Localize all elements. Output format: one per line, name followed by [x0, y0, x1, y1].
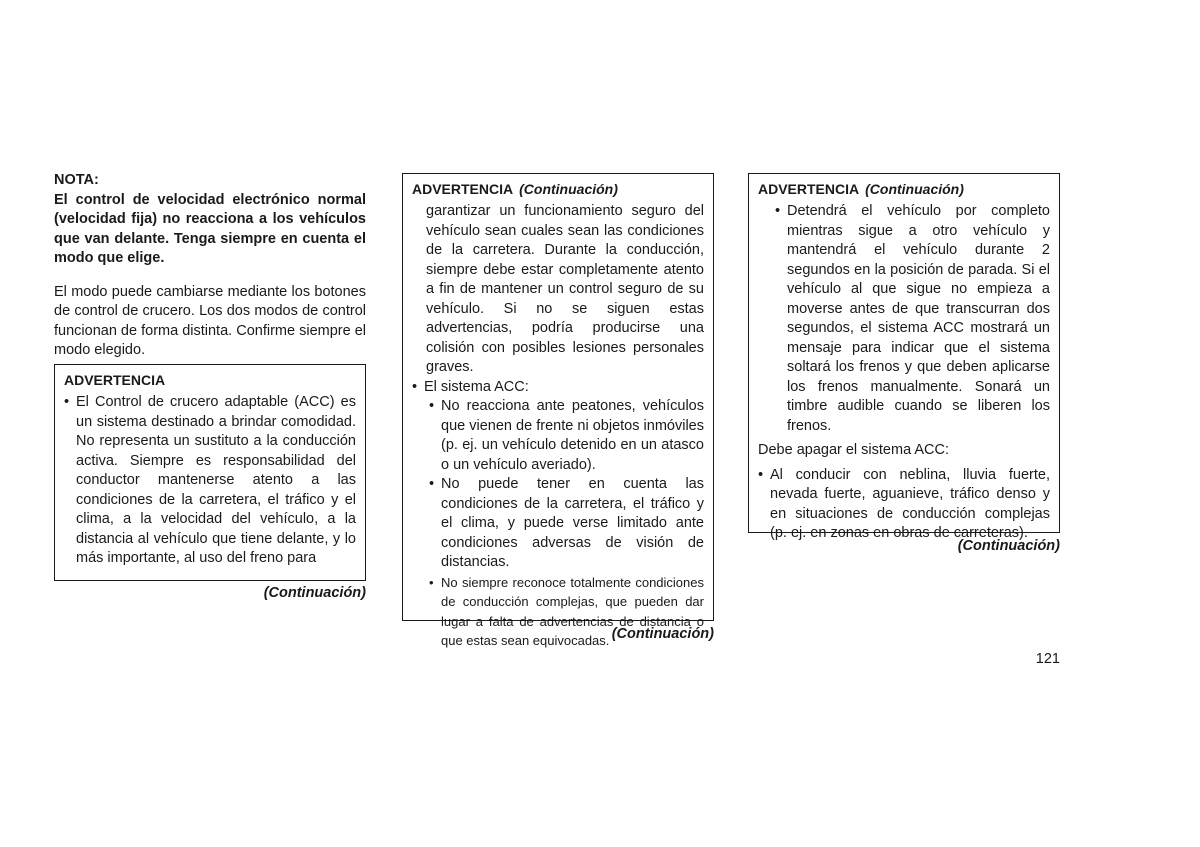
- warning-bullet: • El sistema ACC:: [412, 378, 704, 398]
- bullet-icon: •: [429, 398, 435, 414]
- warning-title: ADVERTENCIA (Continuación): [412, 181, 618, 197]
- warning-title: ADVERTENCIA (Continuación): [758, 181, 964, 197]
- continuation-label-3: (Continuación): [957, 538, 1060, 554]
- bullet-icon: •: [775, 203, 781, 219]
- bullet-icon: •: [64, 394, 70, 410]
- warning-title: ADVERTENCIA: [64, 372, 166, 388]
- sub-bullet: • No siempre reconoce totalmente condiciones de conducción complejas, que pueden dar lugar a falta de advertencias de distancia o que estas sean equivocadas.: [429, 573, 704, 651]
- mode-paragraph: El modo puede cambiarse mediante los botones de control de crucero. Los dos modos de control funcionan de forma distinta. Confirme siempre el modo elegido.: [54, 283, 366, 358]
- warning-box-1: [54, 364, 366, 581]
- warning-bullet: • El Control de crucero adaptable (ACC) es un sistema destinado a brindar comodidad. No representa un sustituto a la conducción activa. Siempre es responsabilidad del conductor mantenerse atento a las condiciones de la carretera, el tráfico y el clima, a la velocidad del vehículo, a la distancia al vehículo que tiene delante, y lo más importante, al uso del freno para: [64, 393, 356, 569]
- note-title: NOTA:: [54, 172, 99, 188]
- bullet-icon: •: [412, 378, 418, 395]
- continuation-label-2: (Continuación): [611, 626, 714, 642]
- note-body: El control de velocidad electrónico normal (velocidad fija) no reacciona a los vehículos que van delante. Tenga siempre en cuenta el modo que elige.: [54, 191, 366, 266]
- sub-bullet: • No reacciona ante peatones, vehículos que vienen de frente ni objetos inmóviles (p. ej. un vehículo detenido en un atasco o un vehículo averiado).: [429, 397, 704, 475]
- continuation-label-1: (Continuación): [263, 585, 366, 601]
- sub-bullet: • No puede tener en cuenta las condiciones de la carretera, el tráfico y el clima, y puede verse limitado ante condiciones adversas de visión de distancias.: [429, 475, 704, 573]
- turn-off-line: Debe apagar el sistema ACC:: [758, 442, 950, 458]
- page-number: 121: [1035, 651, 1060, 667]
- sub-bullet: • Detendrá el vehículo por completo mientras sigue a otro vehículo y mantendrá el vehículo durante 2 segundos en la posición de parada. Si el vehículo al que sigue no empieza a moverse antes de que transcurran dos segundos, el sistema ACC mostrará un mensaje para indicar que el sistema soltará los frenos y que deben aplicarse los frenos manualmente. Sonará un timbre audible cuando se liberen los frenos.: [775, 202, 1050, 436]
- warning-box-3: [748, 173, 1060, 541]
- column-1: [54, 171, 366, 361]
- warning-box-2: [402, 173, 714, 648]
- warning-bullet: • Al conducir con neblina, lluvia fuerte, nevada fuerte, aguanieve, tráfico denso y en situaciones de conducción complejas (p. ej. en zonas en obras de carreteras).: [758, 466, 1050, 544]
- warning-intro: garantizar un funcionamiento seguro del vehículo sean cuales sean las condiciones de la carretera. Durante la conducción, siempre debe estar completamente atento a fin de mantener un control seguro de su vehículo. Si no se siguen estas advertencias, podría producirse una colisión con posibles lesiones personales graves.: [426, 203, 704, 375]
- bullet-icon: •: [429, 574, 434, 590]
- bullet-icon: •: [429, 476, 435, 492]
- bullet-icon: •: [758, 466, 764, 483]
